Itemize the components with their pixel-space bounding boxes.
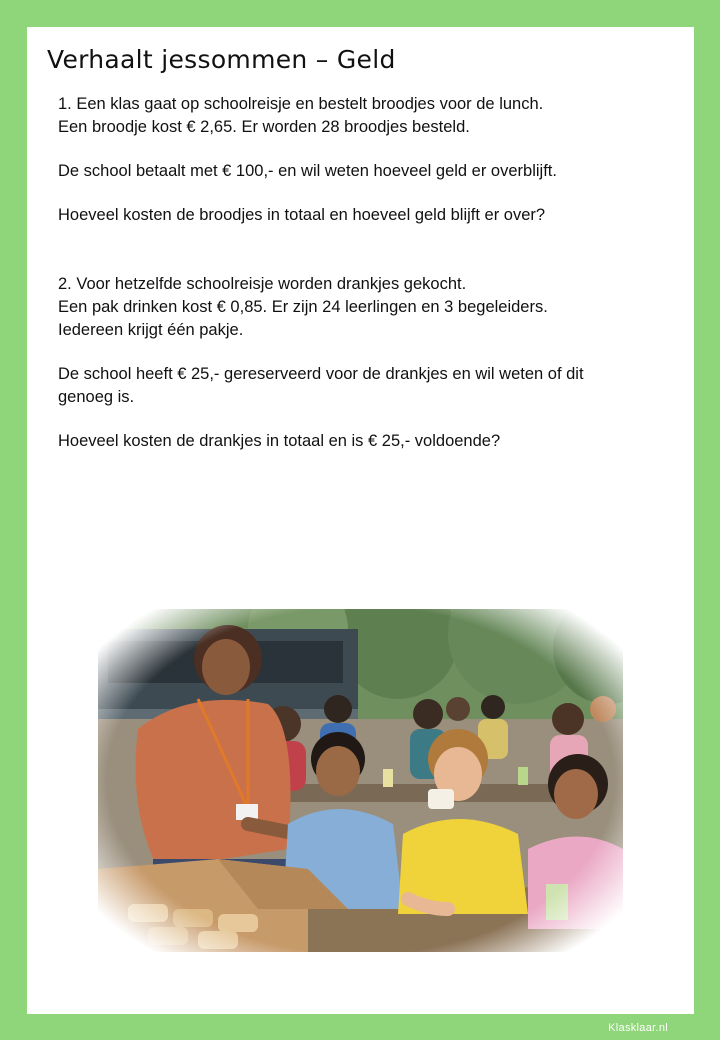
question-1 <box>58 93 557 227</box>
question-2 <box>58 273 584 453</box>
question-2-line-2: Een pak drinken kost € 0,85. Er zijn 24 leerlingen en 3 begeleiders. <box>58 298 548 316</box>
question-2-context-line-1: De school heeft € 25,- gereserveerd voor de drankjes en wil weten of dit <box>58 365 584 383</box>
question-2-line-3: Iedereen krijgt één pakje. <box>58 321 244 339</box>
question-2-question: Hoeveel kosten de drankjes in totaal en is € 25,- voldoende? <box>58 432 501 450</box>
question-1-question: Hoeveel kosten de broodjes in totaal en hoeveel geld blijft er over? <box>58 206 546 224</box>
question-2-line-1: 2. Voor hetzelfde schoolreisje worden drankjes gekocht. <box>58 275 467 293</box>
school-trip-lunch-photo <box>98 609 623 952</box>
question-2-context-line-2: genoeg is. <box>58 388 135 406</box>
question-1-line-2: Een broodje kost € 2,65. Er worden 28 broodjes besteld. <box>58 118 470 136</box>
footer-brand: Klasklaar.nl <box>608 1022 668 1034</box>
worksheet-page <box>27 27 694 1014</box>
question-1-context: De school betaalt met € 100,- en wil weten hoeveel geld er overblijft. <box>58 162 557 180</box>
page-title: Verhaalt jessommen – Geld <box>47 45 396 74</box>
question-1-line-1: 1. Een klas gaat op schoolreisje en bestelt broodjes voor de lunch. <box>58 95 544 113</box>
